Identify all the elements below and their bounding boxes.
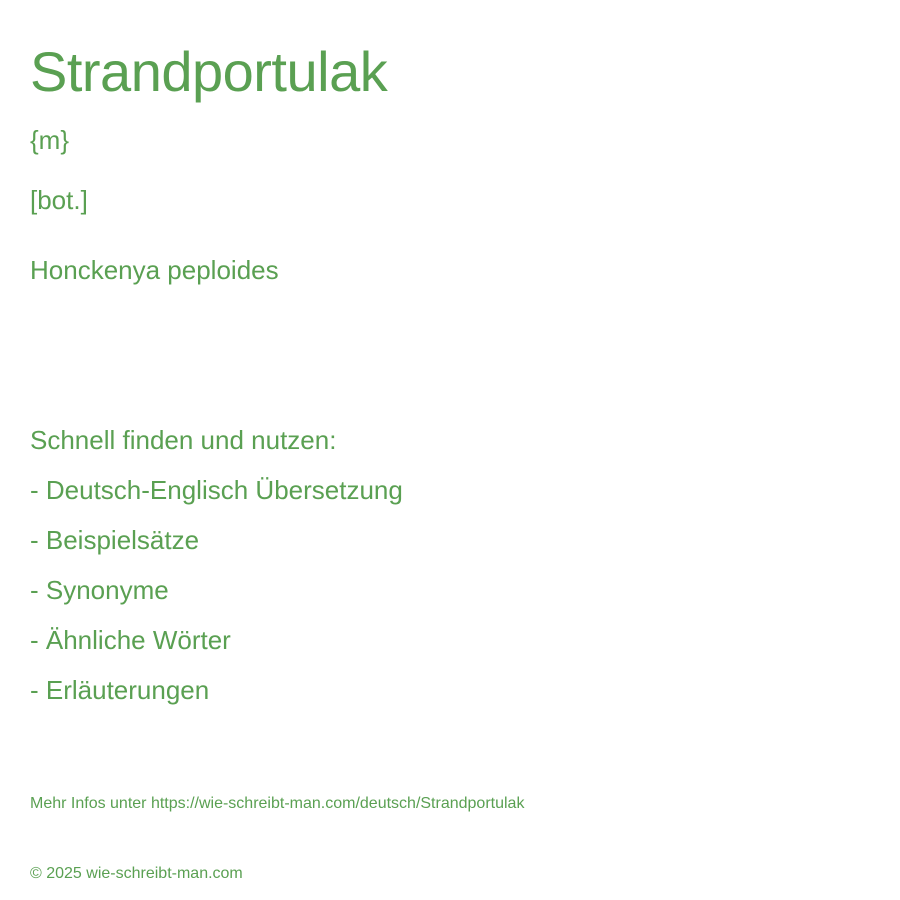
- copyright-text: © 2025 wie-schreibt-man.com: [30, 865, 243, 882]
- quick-link-similar-words: - Ähnliche Wörter: [30, 625, 231, 655]
- latin-name: Honckenya peploides: [30, 255, 279, 285]
- domain-label: [bot.]: [30, 185, 88, 215]
- more-info-text: Mehr Infos unter https://wie-schreibt-man.com/deutsch/Strandportulak: [30, 795, 525, 812]
- gender-label: {m}: [30, 125, 70, 155]
- quick-link-explanations: - Erläuterungen: [30, 675, 210, 705]
- quick-link-example-sentences: - Beispielsätze: [30, 525, 200, 555]
- quick-links-heading: Schnell finden und nutzen:: [30, 425, 337, 455]
- page-title: Strandportulak: [30, 40, 388, 103]
- quick-links-list: [30, 474, 403, 724]
- quick-link-synonyms: - Synonyme: [30, 575, 169, 605]
- quick-link-translation: - Deutsch-Englisch Übersetzung: [30, 475, 403, 505]
